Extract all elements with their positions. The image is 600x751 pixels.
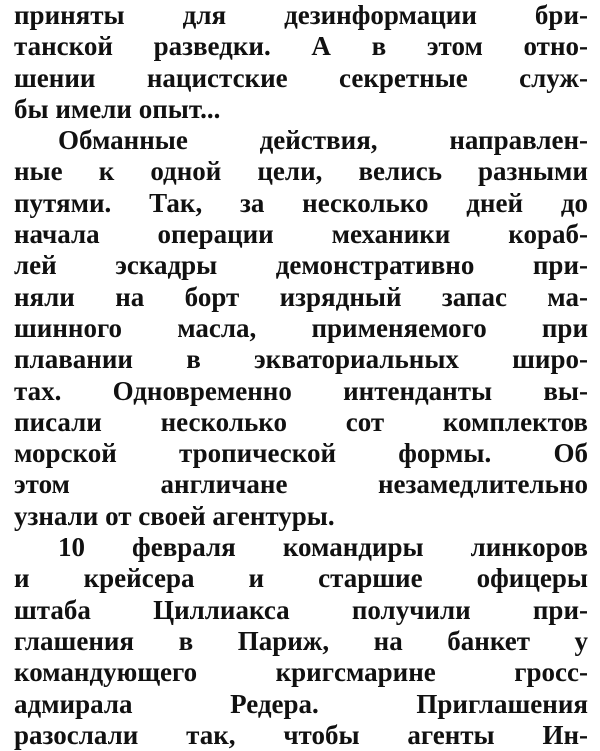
- text-line: Обманные действия, направлен-: [58, 125, 588, 156]
- text-line: путями. Так, за несколько дней до: [14, 187, 588, 218]
- text-line: бы имели опыт...: [14, 93, 221, 124]
- text-line: разослали так, чтобы агенты Ин-: [14, 719, 588, 750]
- text-line: шинного масла, применяемого при: [14, 312, 588, 343]
- paragraph-1: [14, 0, 588, 125]
- text-line: шении нацистские секретные служ-: [14, 62, 588, 93]
- text-line: няли на борт изрядный запас ма-: [14, 281, 588, 312]
- text-line: ные к одной цели, велись разными: [14, 156, 588, 187]
- text-line: лей эскадры демонстративно при-: [14, 250, 588, 281]
- paragraph-3: [14, 532, 588, 751]
- text-line: адмирала Редера. Приглашения: [14, 688, 588, 719]
- text-line: приняты для дезинформации бри-: [14, 0, 588, 30]
- document-page: [14, 0, 588, 751]
- text-line: плавании в экваториальных широ-: [14, 344, 588, 375]
- text-line: писали несколько сот комплектов: [14, 406, 588, 437]
- text-line: узнали от своей агентуры.: [14, 500, 335, 531]
- text-line: этом англичане незамедлительно: [14, 469, 588, 500]
- text-line: начала операции механики кораб-: [14, 219, 588, 250]
- text-line: 10 февраля командиры линкоров: [58, 532, 588, 563]
- text-line: морской тропической формы. Об: [14, 438, 588, 469]
- text-line: и крейсера и старшие офицеры: [14, 563, 588, 594]
- paragraph-2: [14, 125, 588, 532]
- text-line: глашения в Париж, на банкет у: [14, 625, 588, 656]
- text-line: танской разведки. А в этом отно-: [14, 31, 588, 62]
- text-line: командующего кригсмарине гросс-: [14, 657, 588, 688]
- text-line: штаба Циллиакса получили при-: [14, 594, 588, 625]
- text-line: тах. Одновременно интенданты вы-: [14, 375, 588, 406]
